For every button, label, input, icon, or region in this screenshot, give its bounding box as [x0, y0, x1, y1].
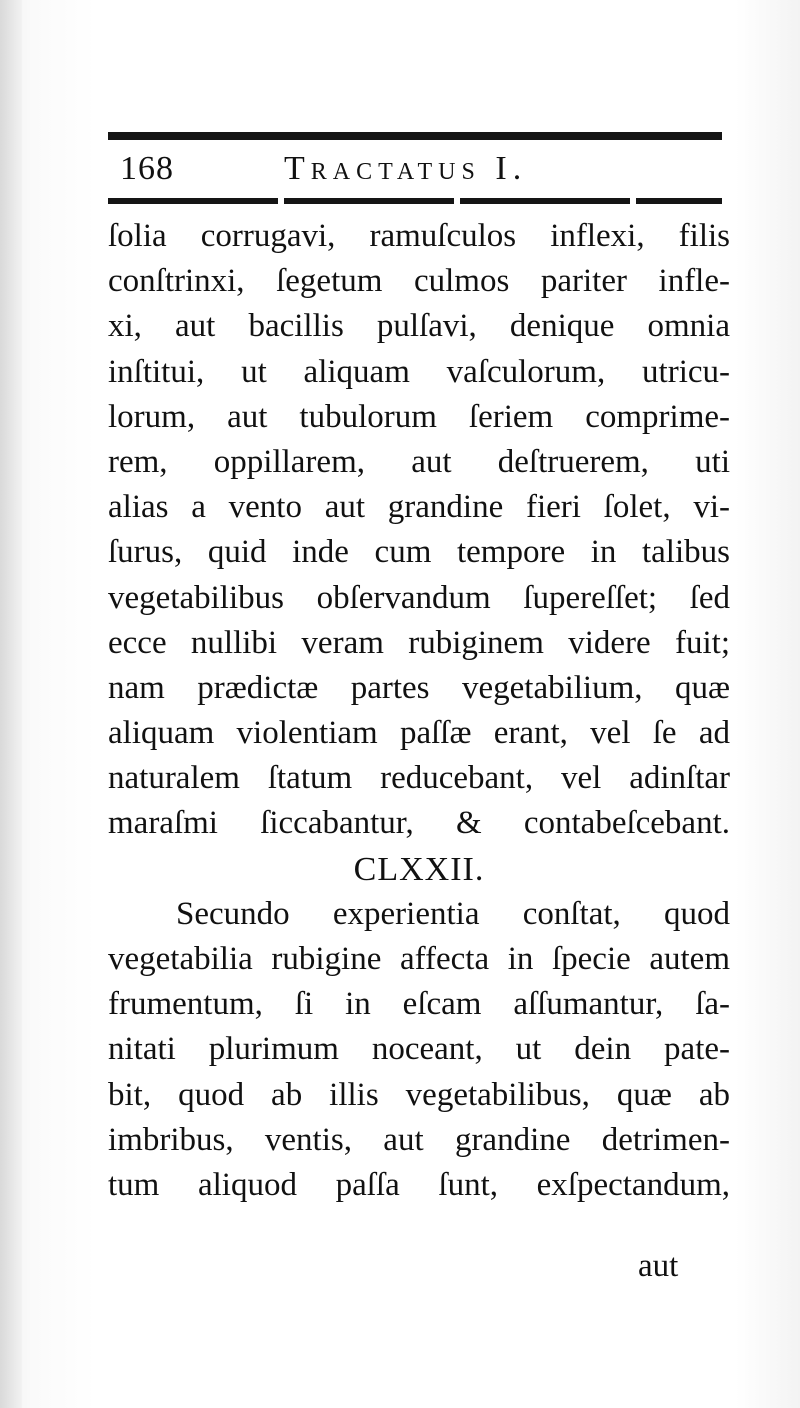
text-line: rem, oppillarem, aut deſtruerem, uti	[108, 443, 730, 480]
text-line: imbribus, ventis, aut grandine detrimen-	[108, 1121, 730, 1158]
text-line: ſurus, quid inde cum tempore in talibus	[108, 534, 730, 571]
catchword: aut	[638, 1248, 679, 1284]
page-gutter-shadow	[0, 0, 22, 1408]
page-number: 168	[120, 150, 174, 187]
text-line: alias a vento aut grandine fieri ſolet, vi-	[108, 489, 730, 526]
text-line: xi, aut bacillis pulſavi, denique omnia	[108, 308, 730, 345]
running-header	[112, 148, 722, 192]
text-line: vegetabilia rubigine affecta in ſpecie autem	[108, 941, 730, 977]
body-text	[108, 214, 730, 1208]
text-line: bit, quod ab illis vegetabilibus, quæ ab	[108, 1076, 730, 1113]
text-line: conſtrinxi, ſegetum culmos pariter infle-	[108, 263, 730, 300]
running-head-title: Tractatus I.	[284, 150, 528, 187]
text-line: naturalem ſtatum reducebant, vel adinſtar	[108, 760, 730, 797]
text-line: ecce nullibi veram rubiginem videre fuit;	[108, 624, 730, 661]
text-line: maraſmi ſiccabantur, & contabeſcebant.	[108, 805, 730, 842]
text-line: Secundo experientia conſtat, quod	[176, 895, 730, 932]
text-line: lorum, aut tubulorum ſeriem comprime-	[108, 398, 730, 435]
header-rule-top	[108, 132, 722, 140]
text-line: frumentum, ſi in eſcam aſſumantur, ſa-	[108, 986, 730, 1023]
text-line: inſtitui, ut aliquam vaſculorum, utricu-	[108, 353, 730, 390]
text-line: tum aliquod paſſa ſunt, exſpectandum,	[108, 1166, 730, 1203]
text-line: nam prædictæ partes vegetabilium, quæ	[108, 669, 730, 706]
text-line: aliquam violentiam paſſæ erant, vel ſe ad	[108, 715, 730, 752]
text-line: nitati plurimum noceant, ut dein pate-	[108, 1031, 730, 1068]
text-line: vegetabilibus obſervandum ſupereſſet; ſed	[108, 579, 730, 616]
text-line: ſolia corrugavi, ramuſculos inflexi, filis	[108, 218, 730, 254]
section-number: CLXXII.	[353, 850, 485, 888]
header-rule-bottom	[108, 198, 722, 204]
